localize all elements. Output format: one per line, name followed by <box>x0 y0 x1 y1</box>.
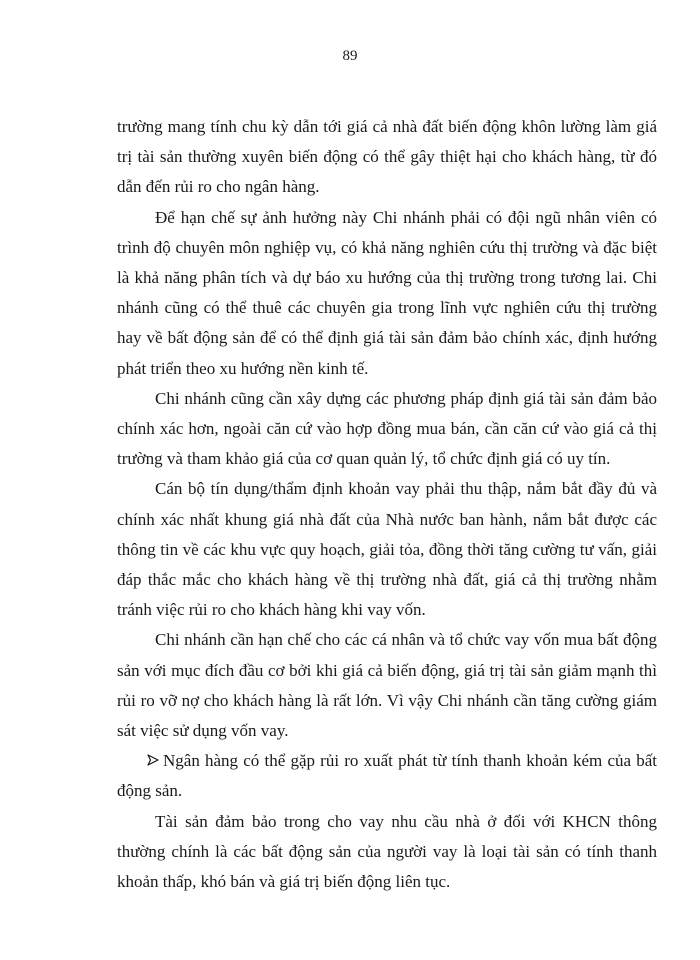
document-body <box>117 112 657 897</box>
paragraph-staff-expertise: Để hạn chế sự ảnh hưởng này Chi nhánh phải có đội ngũ nhân viên có trình độ chuyên môn nghiệp vụ, có khả năng nghiên cứu thị trường và đặc biệt là khả năng phân tích và dự báo xu hướng của thị trường trong tương lai. Chi nhánh cũng có thể thuê các chuyên gia trong lĩnh vực nghiên cứu thị trường hay về bất động sản để có thể định giá tài sản đảm bảo chính xác, định hướng phát triển theo xu hướng nền kinh tế. <box>117 207 657 378</box>
bullet-heading-text: Ngân hàng có thể gặp rủi ro xuất phát từ tính thanh khoản kém của bất động sản. <box>117 751 657 801</box>
paragraph-collateral-liquidity: Tài sản đảm bảo trong cho vay nhu cầu nhà ở đối với KHCN thông thường chính là các bất động sản của người vay là loại tài sản có tính thanh khoản thấp, khó bán và giá trị biến động liên tục. <box>117 811 657 892</box>
paragraph-valuation-methods: Chi nhánh cũng cần xây dựng các phương pháp định giá tài sản đảm bảo chính xác hơn, ngoài căn cứ vào hợp đồng mua bán, cần căn cứ vào giá cả thị trường và tham khảo giá của cơ quan quản lý, tổ chức định giá có uy tín. <box>117 388 657 469</box>
paragraph-credit-officer: Cán bộ tín dụng/thẩm định khoản vay phải thu thập, nắm bắt đầy đủ và chính xác nhất khung giá nhà đất của Nhà nước ban hành, nắm bắt được các thông tin về các khu vực quy hoạch, giải tỏa, đồng thời tăng cường tư vấn, giải đáp thắc mắc cho khách hàng về thị trường nhà đất, giá cả thị trường nhằm tránh việc rủi ro cho khách hàng khi vay vốn. <box>117 479 657 620</box>
paragraph-continuation: trường mang tính chu kỳ dẫn tới giá cả nhà đất biến động khôn lường làm giá trị tài sản thường xuyên biến động có thể gây thiệt hại cho khách hàng, từ đó dẫn đến rủi ro cho ngân hàng. <box>117 117 657 197</box>
bullet-heading-liquidity <box>117 746 657 806</box>
paragraph-speculation-limit: Chi nhánh cần hạn chế cho các cá nhân và tổ chức vay vốn mua bất động sản với mục đích đầu cơ bởi khi giá cả biến động, giá trị tài sản giảm mạnh thì rủi ro vỡ nợ cho khách hàng là rất lớn. Vì vậy Chi nhánh cần tăng cường giám sát việc sử dụng vốn vay. <box>117 630 657 741</box>
page-number: 89 <box>342 48 358 64</box>
arrow-bullet-icon <box>147 754 159 766</box>
